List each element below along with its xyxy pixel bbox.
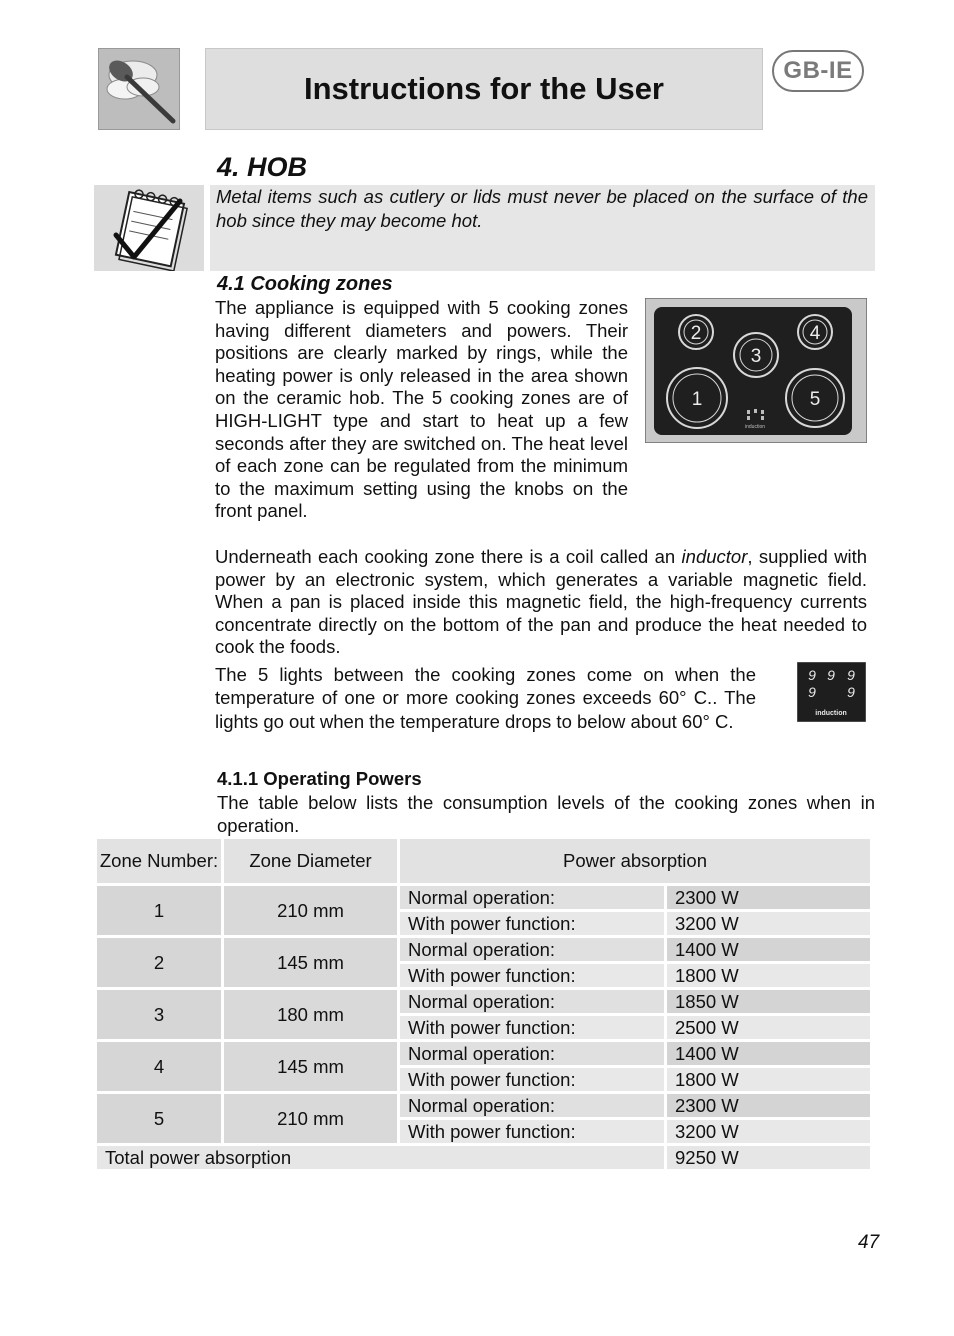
power-function-label: With power function:	[400, 1016, 667, 1042]
normal-operation-value: 2300 W	[667, 886, 873, 912]
power-function-label: With power function:	[400, 912, 667, 938]
normal-operation-label: Normal operation:	[400, 1042, 667, 1068]
indicator-light-3: 9	[847, 667, 855, 683]
hob-zone-label-1: 1	[691, 389, 703, 410]
zone-diameter-cell: 180 mm	[224, 990, 400, 1042]
cooking-zones-paragraph-1: The appliance is equipped with 5 cooking zones having different diameters and powers. Their positions are clearly marked by rings, while the heating power is only released in the area shown on the ceramic hob. The 5 cooking zones are of HIGH-LIGHT type and start to heat up a few seconds after they are switched on. The heat level of each zone can be regulated from the minimum to the maximum setting using the knobs on the front panel.	[215, 297, 628, 522]
cooking-zones-title: 4.1 Cooking zones	[217, 273, 393, 295]
hob-brand-label: induction	[744, 424, 766, 430]
normal-operation-value: 1400 W	[667, 1042, 873, 1068]
normal-operation-value: 1400 W	[667, 938, 873, 964]
table-row	[97, 990, 873, 1016]
ceramic-hob-illustration	[645, 298, 867, 443]
indicator-light-1: 9	[808, 667, 816, 683]
normal-operation-value: 1850 W	[667, 990, 873, 1016]
table-total-row	[97, 1146, 873, 1172]
normal-operation-label: Normal operation:	[400, 938, 667, 964]
power-function-label: With power function:	[400, 1120, 667, 1146]
operating-powers-table	[97, 839, 873, 1172]
operating-powers-title: 4.1.1 Operating Powers	[217, 768, 422, 789]
zone-diameter-cell: 145 mm	[224, 1042, 400, 1094]
hob-zone-label-5: 5	[809, 389, 821, 410]
inductor-term: inductor	[681, 546, 748, 567]
table-row	[97, 938, 873, 964]
power-function-value: 3200 W	[667, 1120, 873, 1146]
normal-operation-value: 2300 W	[667, 1094, 873, 1120]
hob-zone-label-2: 2	[690, 323, 702, 344]
cooking-zones-paragraph-2	[215, 546, 867, 659]
power-function-value: 2500 W	[667, 1016, 873, 1042]
paragraph-2-start: Underneath each cooking zone there is a coil called an	[215, 546, 682, 567]
header-zone-diameter: Zone Diameter	[224, 839, 400, 886]
note-text-box	[210, 185, 875, 271]
zone-number-cell: 2	[97, 938, 224, 990]
indicator-brand-label: induction	[815, 710, 847, 717]
section-title: 4. HOB	[217, 152, 308, 182]
zone-diameter-cell: 145 mm	[224, 938, 400, 990]
zone-number-cell: 5	[97, 1094, 224, 1146]
language-badge	[772, 50, 864, 92]
hob-zone-label-4: 4	[809, 323, 821, 344]
header-title-bar	[205, 48, 763, 130]
header-zone-number: Zone Number:	[97, 839, 224, 886]
power-function-label: With power function:	[400, 964, 667, 990]
power-function-value: 3200 W	[667, 912, 873, 938]
language-badge-label: GB-IE	[783, 57, 853, 84]
notepad-pencil-icon	[94, 185, 204, 271]
note-text: Metal items such as cutlery or lids must never be placed on the surface of the hob since they may become hot.	[216, 186, 868, 231]
indicator-light-2: 9	[827, 667, 835, 683]
cooking-zones-paragraph-3: The 5 lights between the cooking zones come on when the temperature of one or more cooking zones exceeds 60° C.. The lights go out when the temperature drops to below about 60° C.	[215, 664, 756, 732]
page-title: Instructions for the User	[304, 71, 664, 106]
normal-operation-label: Normal operation:	[400, 886, 667, 912]
table-row	[97, 886, 873, 912]
paragraph-2-end: , supplied with power by an electronic system, which generates a variable magnetic field. When a pan is placed inside this magnetic field, the high-frequency currents concentrate directly on the bottom of the pan and produce the heat needed to cook the foods.	[215, 546, 868, 658]
power-function-value: 1800 W	[667, 1068, 873, 1094]
power-function-value: 1800 W	[667, 964, 873, 990]
operating-powers-intro: The table below lists the consumption levels of the cooking zones when in operation.	[217, 792, 875, 836]
indicator-light-4: 9	[808, 684, 816, 700]
zone-number-cell: 4	[97, 1042, 224, 1094]
page-number: 47	[858, 1232, 880, 1253]
indicator-lights-illustration	[797, 662, 866, 722]
zone-number-cell: 3	[97, 990, 224, 1042]
table-row	[97, 1094, 873, 1120]
total-power-label: Total power absorption	[97, 1146, 667, 1172]
zone-number-cell: 1	[97, 886, 224, 938]
normal-operation-label: Normal operation:	[400, 990, 667, 1016]
table-header-row	[97, 839, 873, 886]
zone-diameter-cell: 210 mm	[224, 1094, 400, 1146]
power-function-label: With power function:	[400, 1068, 667, 1094]
indicator-light-5: 9	[847, 684, 855, 700]
zone-diameter-cell: 210 mm	[224, 886, 400, 938]
total-power-value: 9250 W	[667, 1146, 873, 1172]
warning-note	[94, 185, 875, 271]
hob-zone-label-3: 3	[750, 346, 762, 367]
table-row	[97, 1042, 873, 1068]
chef-spoon-logo-icon	[98, 48, 180, 130]
normal-operation-label: Normal operation:	[400, 1094, 667, 1120]
header-power-absorption: Power absorption	[400, 839, 873, 886]
